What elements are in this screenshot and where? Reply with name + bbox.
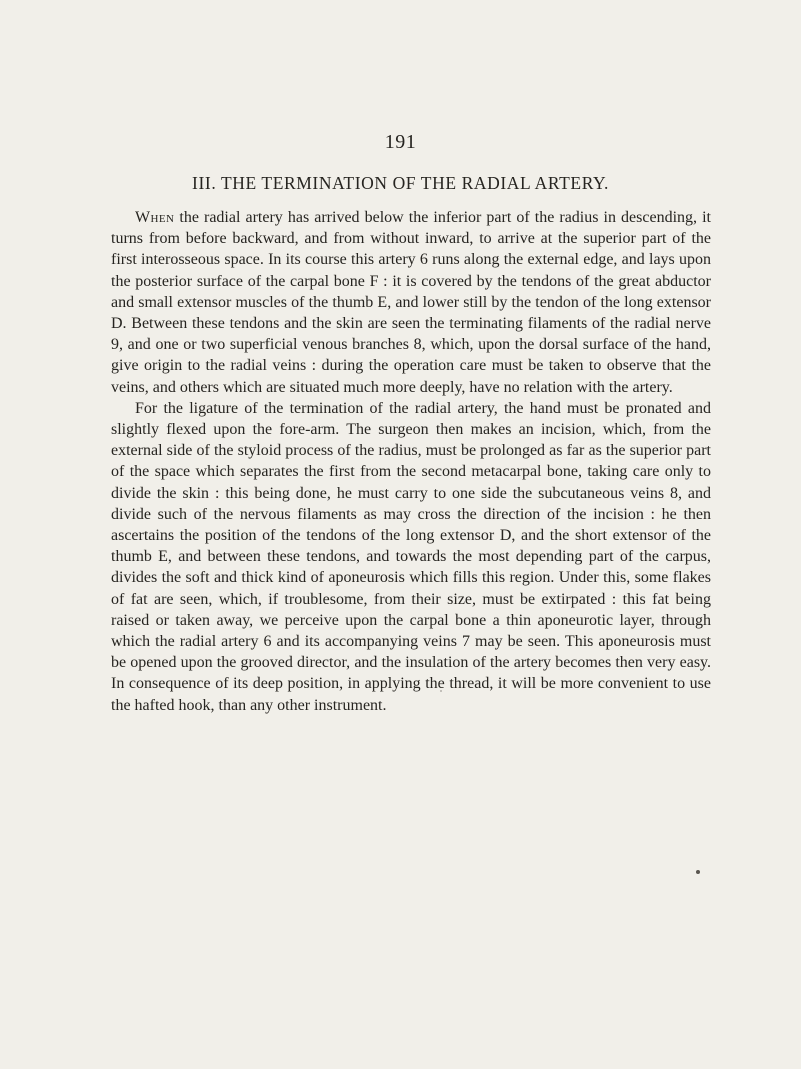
section-title: III. THE TERMINATION OF THE RADIAL ARTERY. xyxy=(192,173,609,193)
paragraph-lead-word: When xyxy=(135,209,175,226)
paper-speck xyxy=(440,690,442,692)
page-number: 191 xyxy=(384,131,417,153)
paper-speck xyxy=(696,870,700,874)
paragraph-2 xyxy=(111,398,711,716)
paragraph-1 xyxy=(111,207,711,398)
body-text xyxy=(111,207,711,716)
paragraph-text: the radial artery has arrived below the inferior part of the radius in descending, it turns from before backward, and from without inward, to arrive at the superior part of the first interosseous space. In its course this artery 6 runs along the external edge, and lays upon the posterior surface of the carpal bone F : it is covered by the tendons of the great abductor and small extensor muscles of the thumb E, and lower still by the tendon of the long extensor D. Between these tendons and the skin are seen the terminating filaments of the radial nerve 9, and one or two superficial venous branches 8, which, upon the dorsal surface of the hand, give origin to the radial veins : during the operation care must be taken to observe that the veins, and others which are situated much more deeply, have no relation with the artery. xyxy=(111,209,711,396)
paragraph-text: For the ligature of the termination of the radial artery, the hand must be pronated and slightly flexed upon the fore-arm. The surgeon then makes an incision, which, from the external side of the styloid process of the radius, must be prolonged as far as the superior part of the space which separates the first from the second metacarpal bone, taking care only to divide the skin : this being done, he must carry to one side the subcutaneous veins 8, and divide such of the nervous filaments as may cross the direction of the incision : he then ascertains the position of the tendons of the long extensor D, and the short extensor of the thumb E, and between these tendons, and towards the most depending part of the carpus, divides the soft and thick kind of aponeurosis which fills this region. Under this, some flakes of fat are seen, which, if troublesome, from their size, must be extirpated : this fat being raised or taken away, we perceive upon the carpal bone a thin aponeurotic layer, through which the radial artery 6 and its accompanying veins 7 may be seen. This aponeurosis must be opened upon the grooved director, and the insulation of the artery becomes then very easy. In consequence of its deep position, in applying the thread, it will be more convenient to use the hafted hook, than any other instrument. xyxy=(111,399,711,714)
